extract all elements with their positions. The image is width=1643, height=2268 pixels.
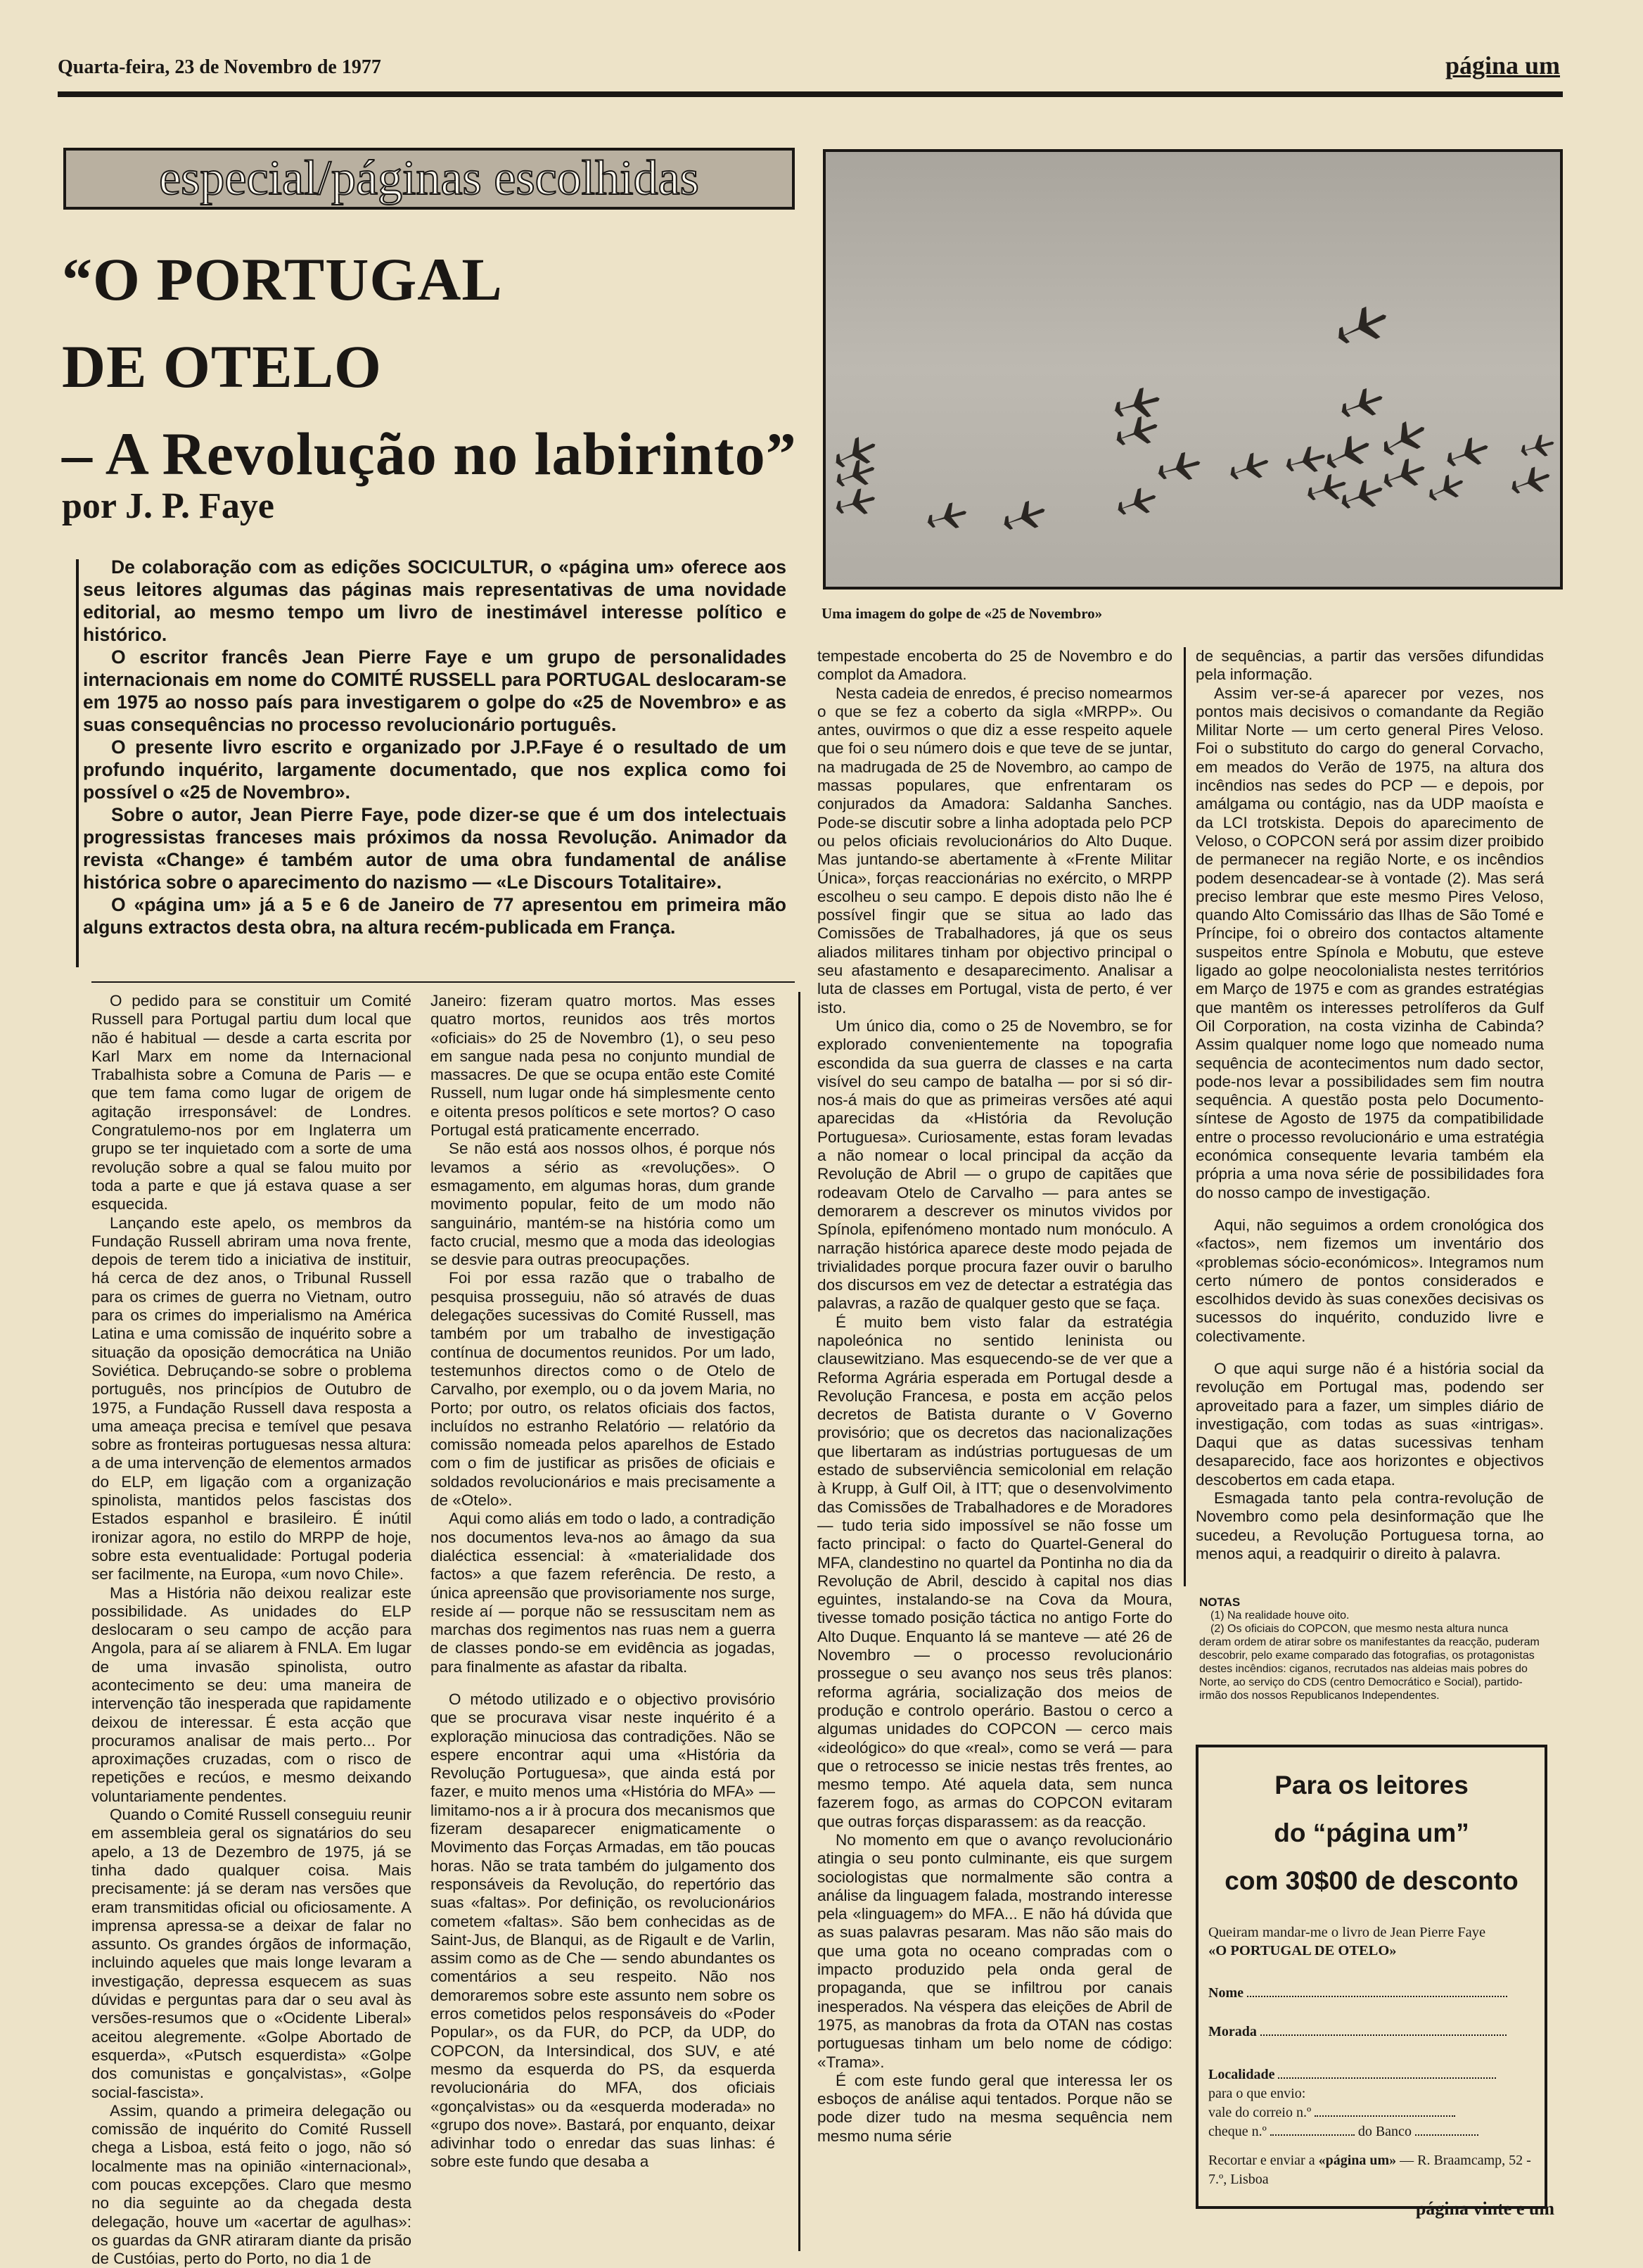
- byline: por J. P. Faye: [62, 486, 274, 526]
- article-column-3: [817, 647, 1172, 2146]
- address-label: Morada: [1208, 2024, 1257, 2039]
- aircraft-formation-icon: [826, 152, 1560, 587]
- article-paragraph: Um único dia, como o 25 de Novembro, se for explorado convenientemente na topografia escondida da sua guerra de classes e na carta visível do seu campo de batalha — por si só dir-nos-á mais do que as primeiras versões até aqui aparecidas da «História da Revolução Portuguesa». Curiosamente, estas foram levadas a não nomear o local principal da acção da Revolução de Abril — o grupo de capitães que rodeavam Otelo de Carvalho — para antes se demorarem a descrever os minutos vividos por Spínola, epifenómeno montado num monóculo. A narração histórica aparece deste modo pejada de trivialidades porque procura fazer ouvir o barulho dos discursos em vez de detectar a estratégia das palavras, a razão de qualquer gesto que se faça.: [817, 1017, 1172, 1313]
- article-paragraph: Se não está aos nossos olhos, é porque nós levamos a sério as «revoluções». O esmagamento, em algumas horas, dum grande movimento popular, feito de um modo não sanguinário, mantém-se na história como um facto crucial, mesmo que a moda das ideologias se desvie para outras preocupações.: [430, 1140, 775, 1269]
- article-column-2: [430, 992, 775, 2172]
- article-paragraph: É muito bem visto falar da estratégia napoleónica no sentido leninista ou clausewitziano. Mas esquecendo-se de ver que a Reforma Agrária esperada em Portugal desde a Revolução Francesa, e posta em acção pelos decretos de Batista durante o V Governo provisório; que os decretos das nacionalizações que libertaram as indústrias portuguesas de um estado de subserviência semicolonial em relação à Krupp, à Gulf Oil, à ITT; que o desenvolvimento das Comissões de Trabalhadores e de Moradores — tudo teria sido impossível se não fosse um facto principal: o facto do Quartel-General do MFA, clandestino no quartel da Pontinha no dia da Revolução de Abril, descido à capital nos dias eguintes, instalando-se na Cova da Moura, tivesse tomado posição táctica no antigo Forte do Alto Duque. Enquanto lá se manteve — até 26 de Novembro — o processo revolucionário prossegue o seu avanço nos seus três planos: reforma agrária, socialização dos meios de produção e controlo operário. Bastou o cerco a algumas unidades do COPCON — cerco mais «ideológico» do que «real», como se verá — para que o retrocesso se inicie nestas três frentes, ao mesmo tempo. Até aquela data, sem nunca fazerem fogo, as armas do COPCON evitaram que outras forças disparassem: as da reacção.: [817, 1313, 1172, 1830]
- coupon-request: [1198, 1923, 1545, 1960]
- footnote: (2) Os oficiais do COPCON, que mesmo nesta altura nunca deram ordem de atirar sobre os manifestantes da reacção, puderam descobrir, pelo exame comparado das fotografias, os protagonistas destes incêndios: ciganos, recrutados nas aldeias mais pobres do Norte, ao serviço do CDS (centro Democrático e Social), partido-irmão dos nossos Republicanos Independentes.: [1199, 1623, 1540, 1702]
- coupon-heading-line: do “página um”: [1274, 1818, 1469, 1847]
- issue-date: Quarta-feira, 23 de Novembro de 1977: [58, 56, 381, 78]
- order-coupon: [1196, 1745, 1547, 2209]
- payment-text: para o que envio:: [1208, 2086, 1306, 2101]
- coupon-heading-line: Para os leitores: [1274, 1771, 1469, 1799]
- photo-caption: Uma imagem do golpe de «25 de Novembro»: [822, 605, 1103, 622]
- intro-paragraph: O escritor francês Jean Pierre Faye e um grupo de personalidades internacionais em nome do COMITÉ RUSSELL para PORTUGAL deslocaram-se em 1975 ao nosso país para investigarem o golpe do «25 de Novembro» e as suas consequências no processo revolucionário português.: [83, 646, 786, 735]
- cheque-label: cheque n.º: [1208, 2124, 1267, 2139]
- coupon-book-title: «O PORTUGAL DE OTELO»: [1208, 1943, 1397, 1958]
- footnotes-title: NOTAS: [1199, 1595, 1241, 1609]
- send-instructions: [1198, 2151, 1545, 2189]
- article-paragraph: Lançando este apelo, os membros da Fundação Russell abriram uma nova frente, depois de terem tido a iniciativa de instituir, há cerca de dez anos, o Tribunal Russell para os crimes de guerra no Vietnam, outro para os crimes do imperialismo na América Latina e uma comissão de inquérito sobre a situação da oposição democrática na União Soviética. Debruçando-se sobre o problema português, nos princípios de Outubro de 1975, a Fundação Russell dava resposta a uma ameaça precisa e temível que pesava sobre as fronteiras portuguesas nessa altura: a de uma intervenção de elementos armados do ELP, em ligação com a organização spinolista, mantidos pelos fascistas dos Estados espanhol e brasileiro. É inútil ironizar agora, no estilo do MRPP de hoje, sobre esta eventualidade: Portugal poderia ser facilmente, na Europa, «um novo Chile».: [91, 1213, 411, 1584]
- article-paragraph: O que aqui surge não é a história social da revolução em Portugal mas, podendo ser aproveitado para a fazer, um simples diário de investigação, com todas as suas «intrigas». Daqui que as datas sucessivas tenham desaparecido, face aos horizontes e objectivos descobertos em cada etapa.: [1196, 1359, 1544, 1489]
- header-rule: [58, 91, 1563, 97]
- column-rule: [1184, 647, 1186, 1586]
- article-paragraph: Foi por essa razão que o trabalho de pesquisa prosseguiu, não só através de duas delegações sucessivas do Comité Russell, mas também por um trabalho de investigação contínua de documentos reunidos. Por um lado, testemunhos directos como o de Otelo de Carvalho, por exemplo, ou o da jovem Maria, no Porto; por outro, os relatos oficiais dos factos, incluídos no estranho Relatório — relatório da comissão nomeada pelos aparelhos de Estado com o fim de justificar as prisões de oficiais e soldados revolucionários e mais precisamente a de «Otelo».: [430, 1269, 775, 1510]
- intro-paragraph: De colaboração com as edições SOCICULTUR, o «página um» oferece aos seus leitores algumas das páginas mais representativas de uma novidade editorial, ao mesmo tempo um livro de inestimável interesse político e histórico.: [83, 556, 786, 645]
- intro-paragraph: Sobre o autor, Jean Pierre Faye, pode dizer-se que é um dos intelectuais progressistas franceses mais próximos da nossa Revolução. Animador da revista «Change» é também autor de uma obra fundamental de análise histórica sobre o aparecimento do nazismo — «Le Discours Totalitaire».: [83, 804, 786, 893]
- article-paragraph: Quando o Comité Russell conseguiu reunir em assembleia geral os signatários do seu apelo, a 13 de Dezembro de 1975, já se tinha dado qualquer coisa. Mais precisamente: já se deram nas versões que eram transmitidas oficial ou oficiosamente. A imprensa apressa-se a deixar de falar no assunto. Os grandes órgãos de informação, incluindo aqueles que mais longe levaram a investigação, depressa esquecem as suas dúvidas e perguntas para dar o seu aval às versões-resumos que o «Ocidente Liberal» aceitou alegremente. «Golpe Abortado de esquerda», «Putsch esquerdista» «Golpe dos comunistas e gonçalvistas», «Golpe social-fascista».: [91, 1806, 411, 2101]
- intro-rule: [76, 559, 79, 967]
- article-paragraph: Esmagada tanto pela contra-revolução de Novembro como pela desinformação que lhe sucedeu, a Revolução Portuguesa torna, ao menos aqui, a readquirir o direito à palavra.: [1196, 1489, 1544, 1562]
- name-label: Nome: [1208, 1985, 1244, 2001]
- article-paragraph: tempestade encoberta do 25 de Novembro e do complot da Amadora.: [817, 647, 1172, 684]
- locality-label: Localidade: [1208, 2067, 1275, 2082]
- title-line-3: – A Revolução no labirinto”: [62, 420, 797, 488]
- article-paragraph: Aqui como aliás em todo o lado, a contradição nos documentos leva-nos ao âmago da sua dialéctica essencial: à «materialidade dos factos» a que fazem referência. De resto, a única apreensão que provisoriamente nos surge, reside aí — porque não se ressuscitam nem as marchas dos regimentos nas ruas nem a guerra de classes pondo-se em evidência as jogadas, para finalmente as afastar da ribalta.: [430, 1510, 775, 1676]
- send-publication: «página um»: [1318, 2153, 1397, 2168]
- send-address: — R. Braamcamp, 52 - 7.º, Lisboa: [1208, 2153, 1531, 2187]
- coupon-request-text: Queiram mandar-me o livro de Jean Pierre Faye: [1208, 1925, 1486, 1940]
- section-banner: especial/páginas escolhidas: [63, 148, 795, 210]
- coupon-heading: [1198, 1761, 1545, 1905]
- article-paragraph: Assim ver-se-á aparecer por vezes, nos pontos mais decisivos o comandante da Região Militar Norte — um certo general Pires Veloso. Foi o substituto do cargo do general Corvacho, em meados do Verão de 1975, na altura dos incêndios nas sedes do PCP — e depois, por amálgama ou contágio, nas da UDP maoísta e da LCI trotskista. Depois do aparecimento de Veloso, o COPCON será por assim dizer proibido de permanecer na região Norte, e os incêndios podem desencadear-se à vontade (2). Mas será preciso lembrar que este mesmo Pires Veloso, quando Alto Comissário das Ilhas de São Tomé e Príncipe, foi o obreiro dos contactos altamente suspeitos entre Spínola e Mobutu, que esteve ligado ao golpe neocolonialista nestes territórios em Março de 1975 e com as grandes estratégias que mantêm os interesses petrolíferos da Gulf Oil Corporation, na costa vizinha de Cabinda? Assim qualquer nome logo que nomeado numa sequência de acontecimentos num dado sector, pode-nos levar a possibilidades sem fim noutra sequência. A questão posta pelo Documento-síntese de Agosto de 1975 da compatibilidade entre o processo revolucionário e uma estratégia económica consequente levaria também ela própria a uma nova série de possibilidades fora do nosso campo de investigação.: [1196, 684, 1544, 1202]
- bank-label: do Banco: [1357, 2124, 1412, 2139]
- page-number: página vinte e um: [1415, 2198, 1554, 2219]
- intro-paragraph: O presente livro escrito e organizado por J.P.Faye é o resultado de um profundo inquérito, largamente documentado, que nos explica como foi possível o «25 de Novembro».: [83, 737, 786, 803]
- aircraft-photo: [823, 149, 1563, 590]
- article-column-4: [1196, 647, 1544, 1563]
- footnotes: [1199, 1595, 1540, 1702]
- article-paragraph: Mas a História não deixou realizar este possibilidade. As unidades do ELP deslocaram o seu campo de acção para Angola, para aí se aliarem à FNLA. Em lugar de uma invasão spinolista, outro acontecimento se deu: uma maneira de intervenção tão inesperada que rapidamente deixou de interessar. É esta acção que procuramos analisar de mais perto... Por aproximações cruzadas, com o risco de repetições e recúos, e mesmo deixando voluntariamente pendentes.: [91, 1584, 411, 1805]
- article-paragraph: de sequências, a partir das versões difundidas pela informação.: [1196, 647, 1544, 684]
- article-paragraph: No momento em que o avanço revolucionário atingia o seu ponto culminante, eis que surgem sociologistas que normalmente são contra a análise da linguagem falada, mostrando interesse pela «linguagem» do MFA... E não há dúvida que as suas palavras pesaram. Mas não são mais do que uma gota no oceano compradas com o impacto produzido pela onda geral de propaganda, que se infiltrou por canais inesperados. Na véspera das eleições de Abril de 1975, as manobras da frota da OTAN nas costas portuguesas tinham um belo nome de código: «Trama».: [817, 1831, 1172, 2071]
- intro-paragraph: O «página um» já a 5 e 6 de Janeiro de 77 apresentou em primeira mão alguns extractos desta obra, na altura recém-publicada em França.: [83, 894, 786, 938]
- name-field[interactable]: [1198, 1984, 1545, 2003]
- title-line-1: “O PORTUGAL: [62, 246, 503, 313]
- intro-bottom-rule: [91, 981, 795, 983]
- address-field[interactable]: [1198, 2022, 1545, 2041]
- publication-name: página um: [1445, 51, 1560, 79]
- postal-order-field[interactable]: [1198, 2103, 1545, 2122]
- column-rule: [798, 992, 800, 2251]
- payment-line: [1198, 2084, 1545, 2103]
- article-paragraph: Assim, quando a primeira delegação ou comissão de inquérito do Comité Russell chega a Lisboa, está feito o jogo, não só localmente mas na opinião «internacional», com poucas excepções. Claro que mesmo no dia seguinte ao da chegada desta delegação, houve um «acertar de agulhas»: os guardas da GNR atiraram diante da prisão de Custóias, perto do Porto, no dia 1 de: [91, 2101, 411, 2268]
- article-paragraph: Nesta cadeia de enredos, é preciso nomearmos o que se fez a coberto da sigla «MRPP». Ou antes, ouvirmos o que diz a esse respeito aquele que foi o seu número dois e que teve de se juntar, na madrugada de 25 de Novembro, ao campo de massas populares, que enfrentaram os conjurados da Amadora: Saldanha Sanches. Pode-se discutir sobre a linha adoptada pelo PCP ou pelos oficiais revolucionários do Alto Duque. Mas juntando-se abertamente à «Frente Militar Única», forças reaccionárias no exército, o MRPP escolheu o seu campo. E depois disto não lhe é possível fingir que se situa ao lado das Comissões de Trabalhadores, já que os seus aliados militares tinham por objectivo principal o seu afastamento e desaparecimento. Analisar a luta de classes em Portugal, vista de perto, é ver isto.: [817, 684, 1173, 1017]
- article-paragraph: Aqui, não seguimos a ordem cronológica dos «factos», nem fizemos um inventário dos «problemas sócio-económicos». Integramos num certo número de pontos considerados e escolhidos devido às suas conexões decisivas os sucessos do inquérito, conduzido livre e colectivamente.: [1196, 1216, 1544, 1345]
- article-paragraph: Janeiro: fizeram quatro mortos. Mas esses quatro mortos, reunidos aos três mortos «oficiais» do 25 de Novembro (1), o seu peso em sangue nada pesa no conjunto mundial de massacres. De que se ocupa então este Comité Russell, num lugar onde há simplesmente cento e oitenta presos políticos e sete mortos? O caso Portugal está praticamente encerrado.: [430, 992, 775, 1140]
- article-paragraph: É com este fundo geral que interessa ler os esboços de análise aqui tentados. Porque não se pode dizer tudo na mesma sequência nem mesmo numa série: [817, 2071, 1172, 2145]
- article-paragraph: O pedido para se constituir um Comité Russell para Portugal partiu dum local que não é habitual — desde a carta escrita por Karl Marx em nome da Internacional Trabalhista sobre a Comuna de Paris — e que tem fama como lugar de origem de agitação irresponsável: de Londres. Congratulemo-nos por em Inglaterra um grupo se ter inquietado com a sorte de uma revolução sobre a qual se falou muito por toda a parte e que já estava quase a ser esquecida.: [91, 992, 411, 1213]
- article-title: [62, 236, 822, 497]
- article-column-1: [91, 992, 411, 2268]
- send-prefix: Recortar e enviar a: [1208, 2153, 1315, 2168]
- postal-order-label: vale do correio n.º: [1208, 2105, 1312, 2120]
- coupon-heading-line: com 30$00 de desconto: [1225, 1866, 1519, 1895]
- article-paragraph: O método utilizado e o objectivo provisório que se procurava visar neste inquérito é a exploração minuciosa das contradições. Não se espere encontrar aqui uma «História da Revolução Portuguesa», que ainda está por fazer, e muito menos uma «História do MFA» — limitamo-nos a ir à procura dos mecanismos que fizeram desaparecer enigmaticamente o Movimento das Forças Armadas, em tão poucas horas. Não se trata também do julgamento dos responsáveis da Revolução, do repertório das suas «faltas». Por definição, os revolucionários cometem «faltas». São bem conhecidas as de Saint-Jus, de Blanqui, as de Rigault e de Varlin, assim como as de Che — sendo abundantes os comentários a seu respeito. Não nos demoraremos sobre este assunto nem sobre os erros cometidos pelos responsáveis do «Poder Popular», os da FUR, do PCP, da UDP, do COPCON, da Intersindical, dos SUV, e até mesmo da esquerda do PS, da esquerda revolucionária do MFA, dos oficiais «gonçalvistas» ou da «esquerda moderada» no «grupo dos nove». Bastará, por enquanto, deixar adivinhar todo o enredar das suas linhas: é sobre este fundo que desaba a: [430, 1690, 775, 2171]
- cheque-field[interactable]: [1198, 2122, 1545, 2141]
- intro-text: [83, 556, 786, 938]
- footnote: (1) Na realidade houve oito.: [1210, 1610, 1350, 1622]
- locality-field[interactable]: [1198, 2065, 1545, 2084]
- title-line-2: DE OTELO: [62, 333, 382, 400]
